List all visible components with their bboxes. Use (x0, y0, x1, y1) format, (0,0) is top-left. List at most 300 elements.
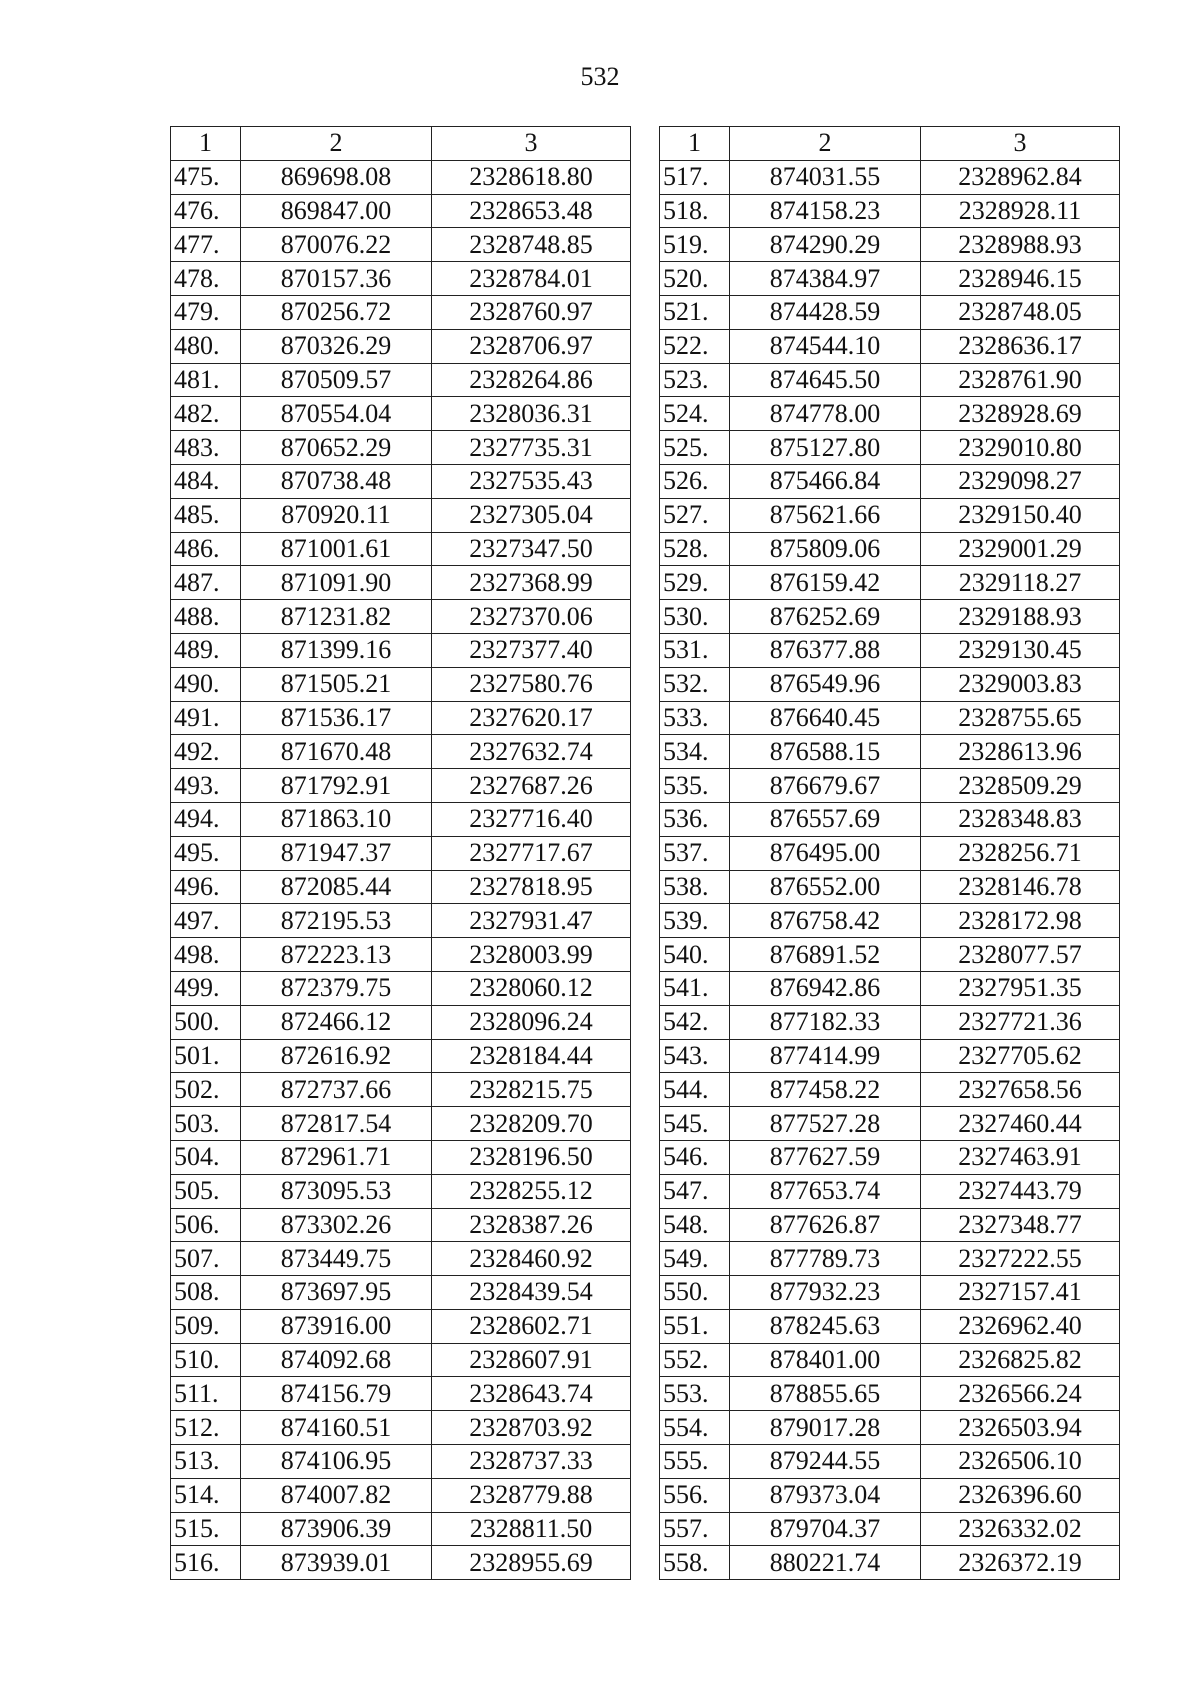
table-row (660, 160, 1120, 194)
table-row (660, 1411, 1120, 1445)
x-coordinate-cell: 878855.65 (730, 1377, 921, 1411)
x-coordinate-cell: 876557.69 (730, 802, 921, 836)
y-coordinate-cell: 2328196.50 (432, 1140, 631, 1174)
point-number-cell: 520. (660, 262, 730, 296)
point-number-cell: 529. (660, 566, 730, 600)
table-row (171, 498, 631, 532)
point-number-cell: 515. (171, 1512, 241, 1546)
table-row (171, 667, 631, 701)
table-header-row (171, 127, 631, 161)
table-row (171, 262, 631, 296)
y-coordinate-cell: 2328387.26 (432, 1208, 631, 1242)
x-coordinate-cell: 874031.55 (730, 160, 921, 194)
y-coordinate-cell: 2328946.15 (921, 262, 1120, 296)
x-coordinate-cell: 870509.57 (241, 363, 432, 397)
x-coordinate-cell: 875621.66 (730, 498, 921, 532)
point-number-cell: 495. (171, 836, 241, 870)
table-row (660, 1512, 1120, 1546)
x-coordinate-cell: 874007.82 (241, 1478, 432, 1512)
y-coordinate-cell: 2328955.69 (432, 1546, 631, 1580)
point-number-cell: 527. (660, 498, 730, 532)
table-row (171, 633, 631, 667)
x-coordinate-cell: 874544.10 (730, 329, 921, 363)
x-coordinate-cell: 877414.99 (730, 1039, 921, 1073)
point-number-cell: 528. (660, 532, 730, 566)
table-row (171, 363, 631, 397)
x-coordinate-cell: 870157.36 (241, 262, 432, 296)
point-number-cell: 511. (171, 1377, 241, 1411)
point-number-cell: 556. (660, 1478, 730, 1512)
point-number-cell: 496. (171, 870, 241, 904)
point-number-cell: 521. (660, 295, 730, 329)
table-row (660, 1107, 1120, 1141)
y-coordinate-cell: 2327157.41 (921, 1276, 1120, 1310)
x-coordinate-cell: 876942.86 (730, 971, 921, 1005)
column-header-x: 2 (730, 127, 921, 161)
table-row (171, 1478, 631, 1512)
table-row (660, 228, 1120, 262)
point-number-cell: 484. (171, 464, 241, 498)
point-number-cell: 479. (171, 295, 241, 329)
x-coordinate-cell: 874778.00 (730, 397, 921, 431)
x-coordinate-cell: 880221.74 (730, 1546, 921, 1580)
y-coordinate-cell: 2329001.29 (921, 532, 1120, 566)
point-number-cell: 533. (660, 701, 730, 735)
y-coordinate-cell: 2329010.80 (921, 431, 1120, 465)
table-row (660, 532, 1120, 566)
y-coordinate-cell: 2328209.70 (432, 1107, 631, 1141)
point-number-cell: 523. (660, 363, 730, 397)
x-coordinate-cell: 872616.92 (241, 1039, 432, 1073)
table-row (660, 667, 1120, 701)
page-number: 532 (580, 62, 620, 91)
y-coordinate-cell: 2328636.17 (921, 329, 1120, 363)
x-coordinate-cell: 871792.91 (241, 769, 432, 803)
point-number-cell: 497. (171, 904, 241, 938)
point-number-cell: 488. (171, 600, 241, 634)
point-number-cell: 477. (171, 228, 241, 262)
x-coordinate-cell: 871670.48 (241, 735, 432, 769)
x-coordinate-cell: 872466.12 (241, 1005, 432, 1039)
y-coordinate-cell: 2329118.27 (921, 566, 1120, 600)
point-number-cell: 509. (171, 1309, 241, 1343)
y-coordinate-cell: 2328096.24 (432, 1005, 631, 1039)
y-coordinate-cell: 2326396.60 (921, 1478, 1120, 1512)
y-coordinate-cell: 2328988.93 (921, 228, 1120, 262)
point-number-cell: 534. (660, 735, 730, 769)
x-coordinate-cell: 870652.29 (241, 431, 432, 465)
table-row (171, 735, 631, 769)
table-row (171, 600, 631, 634)
y-coordinate-cell: 2329188.93 (921, 600, 1120, 634)
table-row (660, 262, 1120, 296)
table-row (171, 295, 631, 329)
y-coordinate-cell: 2328215.75 (432, 1073, 631, 1107)
point-number-cell: 522. (660, 329, 730, 363)
y-coordinate-cell: 2328755.65 (921, 701, 1120, 735)
y-coordinate-cell: 2328761.90 (921, 363, 1120, 397)
table-row (660, 329, 1120, 363)
point-number-cell: 514. (171, 1478, 241, 1512)
table-row (171, 1073, 631, 1107)
y-coordinate-cell: 2327735.31 (432, 431, 631, 465)
table-row (171, 1276, 631, 1310)
point-number-cell: 558. (660, 1546, 730, 1580)
point-number-cell: 541. (660, 971, 730, 1005)
table-row (660, 1039, 1120, 1073)
table-row (171, 971, 631, 1005)
x-coordinate-cell: 873697.95 (241, 1276, 432, 1310)
y-coordinate-cell: 2326825.82 (921, 1343, 1120, 1377)
table-row (171, 1512, 631, 1546)
y-coordinate-cell: 2328760.97 (432, 295, 631, 329)
x-coordinate-cell: 876377.88 (730, 633, 921, 667)
table-row (171, 228, 631, 262)
point-number-cell: 525. (660, 431, 730, 465)
table-row (660, 1140, 1120, 1174)
y-coordinate-cell: 2328607.91 (432, 1343, 631, 1377)
y-coordinate-cell: 2327305.04 (432, 498, 631, 532)
table-row (171, 464, 631, 498)
table-row (660, 1377, 1120, 1411)
table-row (171, 802, 631, 836)
table-row (171, 1546, 631, 1580)
point-number-cell: 485. (171, 498, 241, 532)
y-coordinate-cell: 2329003.83 (921, 667, 1120, 701)
point-number-cell: 505. (171, 1174, 241, 1208)
table-row (171, 397, 631, 431)
table-row (660, 1445, 1120, 1479)
table-row (660, 633, 1120, 667)
x-coordinate-cell: 874645.50 (730, 363, 921, 397)
y-coordinate-cell: 2326506.10 (921, 1445, 1120, 1479)
y-coordinate-cell: 2327620.17 (432, 701, 631, 735)
table-row (660, 870, 1120, 904)
x-coordinate-cell: 877627.59 (730, 1140, 921, 1174)
y-coordinate-cell: 2326372.19 (921, 1546, 1120, 1580)
table-row (660, 194, 1120, 228)
y-coordinate-cell: 2328706.97 (432, 329, 631, 363)
y-coordinate-cell: 2327347.50 (432, 532, 631, 566)
x-coordinate-cell: 877527.28 (730, 1107, 921, 1141)
point-number-cell: 552. (660, 1343, 730, 1377)
table-row (171, 329, 631, 363)
table-row (171, 160, 631, 194)
column-header-y: 3 (921, 127, 1120, 161)
point-number-cell: 482. (171, 397, 241, 431)
x-coordinate-cell: 872223.13 (241, 938, 432, 972)
y-coordinate-cell: 2326962.40 (921, 1309, 1120, 1343)
point-number-cell: 513. (171, 1445, 241, 1479)
x-coordinate-cell: 870738.48 (241, 464, 432, 498)
y-coordinate-cell: 2327717.67 (432, 836, 631, 870)
table-row (660, 363, 1120, 397)
x-coordinate-cell: 876891.52 (730, 938, 921, 972)
y-coordinate-cell: 2328256.71 (921, 836, 1120, 870)
y-coordinate-cell: 2328036.31 (432, 397, 631, 431)
x-coordinate-cell: 873916.00 (241, 1309, 432, 1343)
point-number-cell: 548. (660, 1208, 730, 1242)
table-row (660, 295, 1120, 329)
x-coordinate-cell: 874428.59 (730, 295, 921, 329)
table-row (171, 1107, 631, 1141)
y-coordinate-cell: 2327535.43 (432, 464, 631, 498)
table-row (660, 1174, 1120, 1208)
table-row (660, 769, 1120, 803)
point-number-cell: 532. (660, 667, 730, 701)
table-row (660, 431, 1120, 465)
point-number-cell: 531. (660, 633, 730, 667)
y-coordinate-cell: 2327377.40 (432, 633, 631, 667)
x-coordinate-cell: 874092.68 (241, 1343, 432, 1377)
y-coordinate-cell: 2328618.80 (432, 160, 631, 194)
point-number-cell: 476. (171, 194, 241, 228)
y-coordinate-cell: 2328509.29 (921, 769, 1120, 803)
y-coordinate-cell: 2328748.05 (921, 295, 1120, 329)
y-coordinate-cell: 2327348.77 (921, 1208, 1120, 1242)
table-row (171, 870, 631, 904)
x-coordinate-cell: 874290.29 (730, 228, 921, 262)
x-coordinate-cell: 876252.69 (730, 600, 921, 634)
point-number-cell: 539. (660, 904, 730, 938)
y-coordinate-cell: 2328184.44 (432, 1039, 631, 1073)
x-coordinate-cell: 871001.61 (241, 532, 432, 566)
x-coordinate-cell: 872379.75 (241, 971, 432, 1005)
x-coordinate-cell: 873302.26 (241, 1208, 432, 1242)
column-header-x: 2 (241, 127, 432, 161)
y-coordinate-cell: 2327460.44 (921, 1107, 1120, 1141)
point-number-cell: 537. (660, 836, 730, 870)
table-row (171, 431, 631, 465)
point-number-cell: 517. (660, 160, 730, 194)
y-coordinate-cell: 2328146.78 (921, 870, 1120, 904)
point-number-cell: 538. (660, 870, 730, 904)
table-row (171, 1039, 631, 1073)
x-coordinate-cell: 874156.79 (241, 1377, 432, 1411)
y-coordinate-cell: 2327716.40 (432, 802, 631, 836)
table-row (660, 600, 1120, 634)
x-coordinate-cell: 879704.37 (730, 1512, 921, 1546)
column-header-number: 1 (171, 127, 241, 161)
y-coordinate-cell: 2328172.98 (921, 904, 1120, 938)
table-row (660, 566, 1120, 600)
point-number-cell: 544. (660, 1073, 730, 1107)
table-row (660, 836, 1120, 870)
point-number-cell: 518. (660, 194, 730, 228)
table-row (660, 971, 1120, 1005)
point-number-cell: 502. (171, 1073, 241, 1107)
y-coordinate-cell: 2328703.92 (432, 1411, 631, 1445)
point-number-cell: 480. (171, 329, 241, 363)
column-header-y: 3 (432, 127, 631, 161)
x-coordinate-cell: 874158.23 (730, 194, 921, 228)
x-coordinate-cell: 876679.67 (730, 769, 921, 803)
x-coordinate-cell: 872085.44 (241, 870, 432, 904)
point-number-cell: 550. (660, 1276, 730, 1310)
y-coordinate-cell: 2328264.86 (432, 363, 631, 397)
point-number-cell: 510. (171, 1343, 241, 1377)
point-number-cell: 506. (171, 1208, 241, 1242)
x-coordinate-cell: 870256.72 (241, 295, 432, 329)
point-number-cell: 507. (171, 1242, 241, 1276)
y-coordinate-cell: 2327931.47 (432, 904, 631, 938)
point-number-cell: 547. (660, 1174, 730, 1208)
table-row (171, 1140, 631, 1174)
table-row (171, 1242, 631, 1276)
x-coordinate-cell: 873939.01 (241, 1546, 432, 1580)
y-coordinate-cell: 2329130.45 (921, 633, 1120, 667)
table-row (660, 1276, 1120, 1310)
y-coordinate-cell: 2327632.74 (432, 735, 631, 769)
y-coordinate-cell: 2328602.71 (432, 1309, 631, 1343)
point-number-cell: 542. (660, 1005, 730, 1039)
table-row (171, 1343, 631, 1377)
table-row (660, 735, 1120, 769)
x-coordinate-cell: 873095.53 (241, 1174, 432, 1208)
x-coordinate-cell: 874384.97 (730, 262, 921, 296)
table-row (660, 1478, 1120, 1512)
x-coordinate-cell: 879373.04 (730, 1478, 921, 1512)
point-number-cell: 546. (660, 1140, 730, 1174)
table-row (660, 1242, 1120, 1276)
table-row (171, 566, 631, 600)
table-row (660, 904, 1120, 938)
point-number-cell: 553. (660, 1377, 730, 1411)
table-row (171, 701, 631, 735)
table-row (171, 1174, 631, 1208)
table-row (660, 1208, 1120, 1242)
point-number-cell: 486. (171, 532, 241, 566)
point-number-cell: 501. (171, 1039, 241, 1073)
y-coordinate-cell: 2329150.40 (921, 498, 1120, 532)
point-number-cell: 483. (171, 431, 241, 465)
point-number-cell: 516. (171, 1546, 241, 1580)
table-row (660, 802, 1120, 836)
y-coordinate-cell: 2328928.11 (921, 194, 1120, 228)
x-coordinate-cell: 877653.74 (730, 1174, 921, 1208)
y-coordinate-cell: 2328779.88 (432, 1478, 631, 1512)
coordinates-table-right (659, 126, 1120, 1580)
x-coordinate-cell: 876549.96 (730, 667, 921, 701)
x-coordinate-cell: 879017.28 (730, 1411, 921, 1445)
y-coordinate-cell: 2328962.84 (921, 160, 1120, 194)
table-header-row (660, 127, 1120, 161)
x-coordinate-cell: 869847.00 (241, 194, 432, 228)
column-header-number: 1 (660, 127, 730, 161)
point-number-cell: 524. (660, 397, 730, 431)
x-coordinate-cell: 877932.23 (730, 1276, 921, 1310)
x-coordinate-cell: 869698.08 (241, 160, 432, 194)
point-number-cell: 504. (171, 1140, 241, 1174)
x-coordinate-cell: 872961.71 (241, 1140, 432, 1174)
y-coordinate-cell: 2326503.94 (921, 1411, 1120, 1445)
table-row (660, 1343, 1120, 1377)
x-coordinate-cell: 875809.06 (730, 532, 921, 566)
table-row (660, 464, 1120, 498)
table-row (171, 1005, 631, 1039)
x-coordinate-cell: 876588.15 (730, 735, 921, 769)
x-coordinate-cell: 875127.80 (730, 431, 921, 465)
x-coordinate-cell: 871091.90 (241, 566, 432, 600)
point-number-cell: 535. (660, 769, 730, 803)
point-number-cell: 494. (171, 802, 241, 836)
x-coordinate-cell: 870326.29 (241, 329, 432, 363)
point-number-cell: 487. (171, 566, 241, 600)
table-row (171, 1208, 631, 1242)
x-coordinate-cell: 871505.21 (241, 667, 432, 701)
point-number-cell: 540. (660, 938, 730, 972)
x-coordinate-cell: 872817.54 (241, 1107, 432, 1141)
y-coordinate-cell: 2327951.35 (921, 971, 1120, 1005)
point-number-cell: 557. (660, 1512, 730, 1546)
y-coordinate-cell: 2328748.85 (432, 228, 631, 262)
point-number-cell: 499. (171, 971, 241, 1005)
x-coordinate-cell: 877458.22 (730, 1073, 921, 1107)
y-coordinate-cell: 2329098.27 (921, 464, 1120, 498)
x-coordinate-cell: 876758.42 (730, 904, 921, 938)
point-number-cell: 543. (660, 1039, 730, 1073)
x-coordinate-cell: 879244.55 (730, 1445, 921, 1479)
y-coordinate-cell: 2328613.96 (921, 735, 1120, 769)
x-coordinate-cell: 874106.95 (241, 1445, 432, 1479)
coordinates-table-left (170, 126, 631, 1580)
point-number-cell: 492. (171, 735, 241, 769)
point-number-cell: 493. (171, 769, 241, 803)
point-number-cell: 489. (171, 633, 241, 667)
table-row (660, 1309, 1120, 1343)
y-coordinate-cell: 2326566.24 (921, 1377, 1120, 1411)
table-row (171, 1445, 631, 1479)
x-coordinate-cell: 871231.82 (241, 600, 432, 634)
y-coordinate-cell: 2328653.48 (432, 194, 631, 228)
x-coordinate-cell: 878245.63 (730, 1309, 921, 1343)
point-number-cell: 549. (660, 1242, 730, 1276)
x-coordinate-cell: 871947.37 (241, 836, 432, 870)
point-number-cell: 519. (660, 228, 730, 262)
x-coordinate-cell: 875466.84 (730, 464, 921, 498)
x-coordinate-cell: 871399.16 (241, 633, 432, 667)
point-number-cell: 478. (171, 262, 241, 296)
x-coordinate-cell: 876552.00 (730, 870, 921, 904)
y-coordinate-cell: 2327658.56 (921, 1073, 1120, 1107)
point-number-cell: 490. (171, 667, 241, 701)
y-coordinate-cell: 2326332.02 (921, 1512, 1120, 1546)
table-row (171, 1411, 631, 1445)
y-coordinate-cell: 2328255.12 (432, 1174, 631, 1208)
x-coordinate-cell: 870076.22 (241, 228, 432, 262)
y-coordinate-cell: 2328811.50 (432, 1512, 631, 1546)
table-row (660, 1073, 1120, 1107)
point-number-cell: 491. (171, 701, 241, 735)
point-number-cell: 530. (660, 600, 730, 634)
point-number-cell: 503. (171, 1107, 241, 1141)
table-row (660, 1005, 1120, 1039)
y-coordinate-cell: 2328928.69 (921, 397, 1120, 431)
table-row (171, 1309, 631, 1343)
x-coordinate-cell: 871536.17 (241, 701, 432, 735)
point-number-cell: 526. (660, 464, 730, 498)
x-coordinate-cell: 874160.51 (241, 1411, 432, 1445)
y-coordinate-cell: 2327222.55 (921, 1242, 1120, 1276)
table-row (660, 397, 1120, 431)
x-coordinate-cell: 878401.00 (730, 1343, 921, 1377)
point-number-cell: 536. (660, 802, 730, 836)
x-coordinate-cell: 876640.45 (730, 701, 921, 735)
y-coordinate-cell: 2327818.95 (432, 870, 631, 904)
y-coordinate-cell: 2327368.99 (432, 566, 631, 600)
x-coordinate-cell: 872195.53 (241, 904, 432, 938)
x-coordinate-cell: 870554.04 (241, 397, 432, 431)
